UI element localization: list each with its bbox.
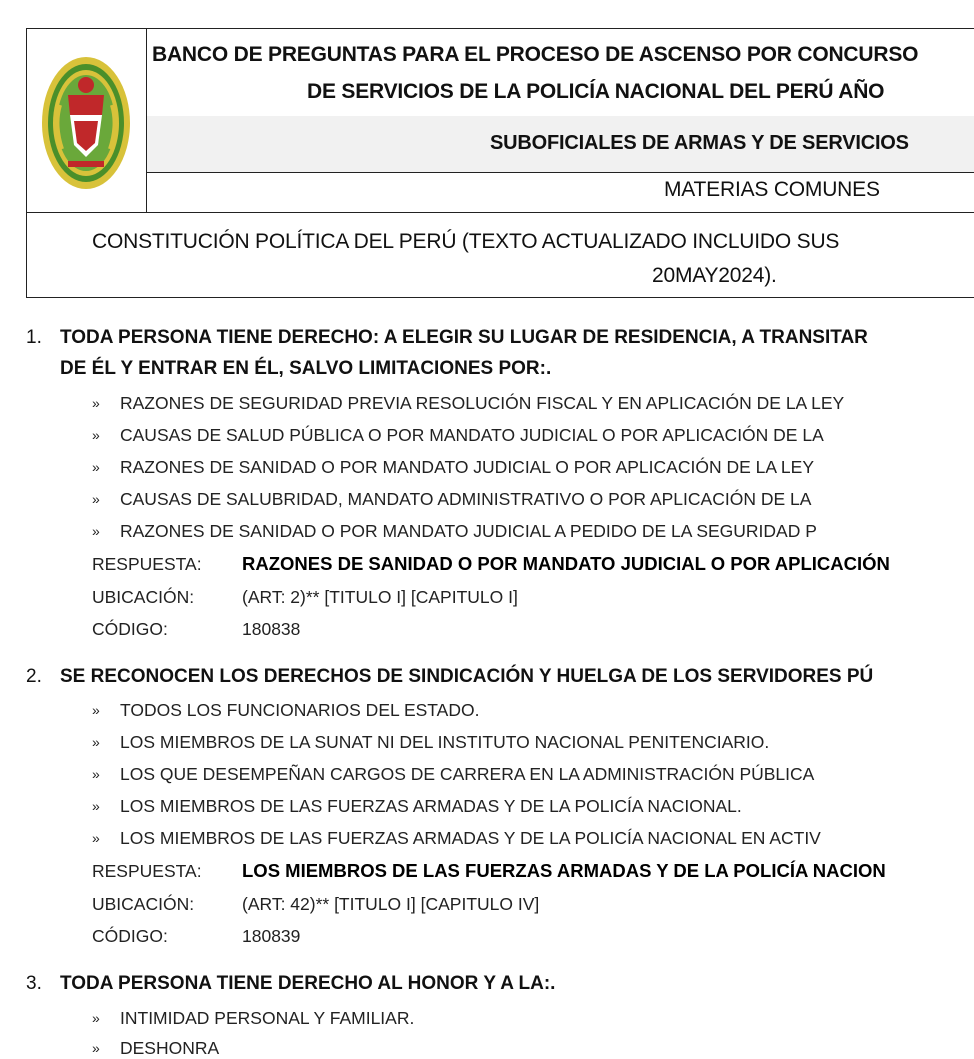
- location-text: (ART: 42)** [TITULO I] [CAPITULO IV]: [242, 894, 540, 914]
- option-item: » RAZONES DE SANIDAD O POR MANDATO JUDICIAL O POR APLICACIÓN DE LA LEY: [92, 457, 815, 477]
- answer-text: LOS MIEMBROS DE LAS FUERZAS ARMADAS Y DE LA POLICÍA NACION: [242, 860, 886, 881]
- location-row: UBICACIÓN: (ART: 42)** [TITULO I] [CAPITULO IV]: [92, 894, 540, 914]
- question-2: [26, 666, 873, 688]
- answer-text: RAZONES DE SANIDAD O POR MANDATO JUDICIAL O POR APLICACIÓN: [242, 553, 890, 574]
- pnp-emblem-icon: [38, 45, 134, 195]
- question-text: TODA PERSONA TIENE DERECHO AL HONOR Y A LA:.: [60, 973, 556, 994]
- question-text: SE RECONOCEN LOS DERECHOS DE SINDICACIÓN Y HUELGA DE LOS SERVIDORES PÚ: [60, 666, 874, 687]
- code-text: 180839: [242, 926, 301, 946]
- location-row: UBICACIÓN: (ART: 2)** [TITULO I] [CAPITULO I]: [92, 587, 518, 607]
- topic-title-line2: 20MAY2024).: [652, 264, 777, 287]
- option-item: » CAUSAS DE SALUD PÚBLICA O POR MANDATO JUDICIAL O POR APLICACIÓN DE LA: [92, 425, 824, 445]
- document-title-line1: BANCO DE PREGUNTAS PARA EL PROCESO DE ASCENSO POR CONCURSO: [152, 43, 919, 66]
- option-item: » CAUSAS DE SALUBRIDAD, MANDATO ADMINISTRATIVO O POR APLICACIÓN DE LA: [92, 489, 812, 509]
- question-number: 1.: [26, 327, 42, 348]
- option-item: » LOS MIEMBROS DE LAS FUERZAS ARMADAS Y DE LA POLICÍA NACIONAL EN ACTIV: [92, 828, 821, 848]
- question-text: TODA PERSONA TIENE DERECHO: A ELEGIR SU LUGAR DE RESIDENCIA, A TRANSITAR: [60, 327, 868, 348]
- header-divider: [26, 212, 974, 213]
- code-text: 180838: [242, 619, 301, 639]
- option-item: » LOS MIEMBROS DE LA SUNAT NI DEL INSTITUTO NACIONAL PENITENCIARIO.: [92, 732, 770, 752]
- option-item: » INTIMIDAD PERSONAL Y FAMILIAR.: [92, 1008, 415, 1028]
- header-divider: [147, 172, 974, 173]
- category-title: SUBOFICIALES DE ARMAS Y DE SERVICIOS: [490, 132, 909, 154]
- option-item: » RAZONES DE SANIDAD O POR MANDATO JUDICIAL A PEDIDO DE LA SEGURIDAD P: [92, 521, 817, 541]
- topic-title-line1: CONSTITUCIÓN POLÍTICA DEL PERÚ (TEXTO ACTUALIZADO INCLUIDO SUS: [92, 230, 840, 253]
- logo-cell: [26, 28, 147, 212]
- location-text: (ART: 2)** [TITULO I] [CAPITULO I]: [242, 587, 518, 607]
- subject-group: MATERIAS COMUNES: [664, 178, 880, 201]
- option-item: » LOS QUE DESEMPEÑAN CARGOS DE CARRERA EN LA ADMINISTRACIÓN PÚBLICA: [92, 764, 815, 784]
- option-item: » DESHONRA: [92, 1038, 220, 1058]
- question-3: [26, 973, 555, 995]
- question-number: 3.: [26, 973, 42, 994]
- answer-row: RESPUESTA: RAZONES DE SANIDAD O POR MANDATO JUDICIAL O POR APLICACIÓN: [92, 553, 890, 574]
- question-number: 2.: [26, 666, 42, 687]
- document-title-line2: DE SERVICIOS DE LA POLICÍA NACIONAL DEL PERÚ AÑO: [307, 80, 885, 103]
- question-1: [26, 327, 868, 349]
- option-item: » RAZONES DE SEGURIDAD PREVIA RESOLUCIÓN FISCAL Y EN APLICACIÓN DE LA LEY: [92, 393, 845, 413]
- code-row: CÓDIGO: 180839: [92, 926, 301, 946]
- option-item: » TODOS LOS FUNCIONARIOS DEL ESTADO.: [92, 700, 480, 720]
- question-text-continued: DE ÉL Y ENTRAR EN ÉL, SALVO LIMITACIONES POR:.: [60, 358, 552, 379]
- code-row: CÓDIGO: 180838: [92, 619, 301, 639]
- answer-row: RESPUESTA: LOS MIEMBROS DE LAS FUERZAS ARMADAS Y DE LA POLICÍA NACION: [92, 860, 886, 881]
- option-item: » LOS MIEMBROS DE LAS FUERZAS ARMADAS Y DE LA POLICÍA NACIONAL.: [92, 796, 742, 816]
